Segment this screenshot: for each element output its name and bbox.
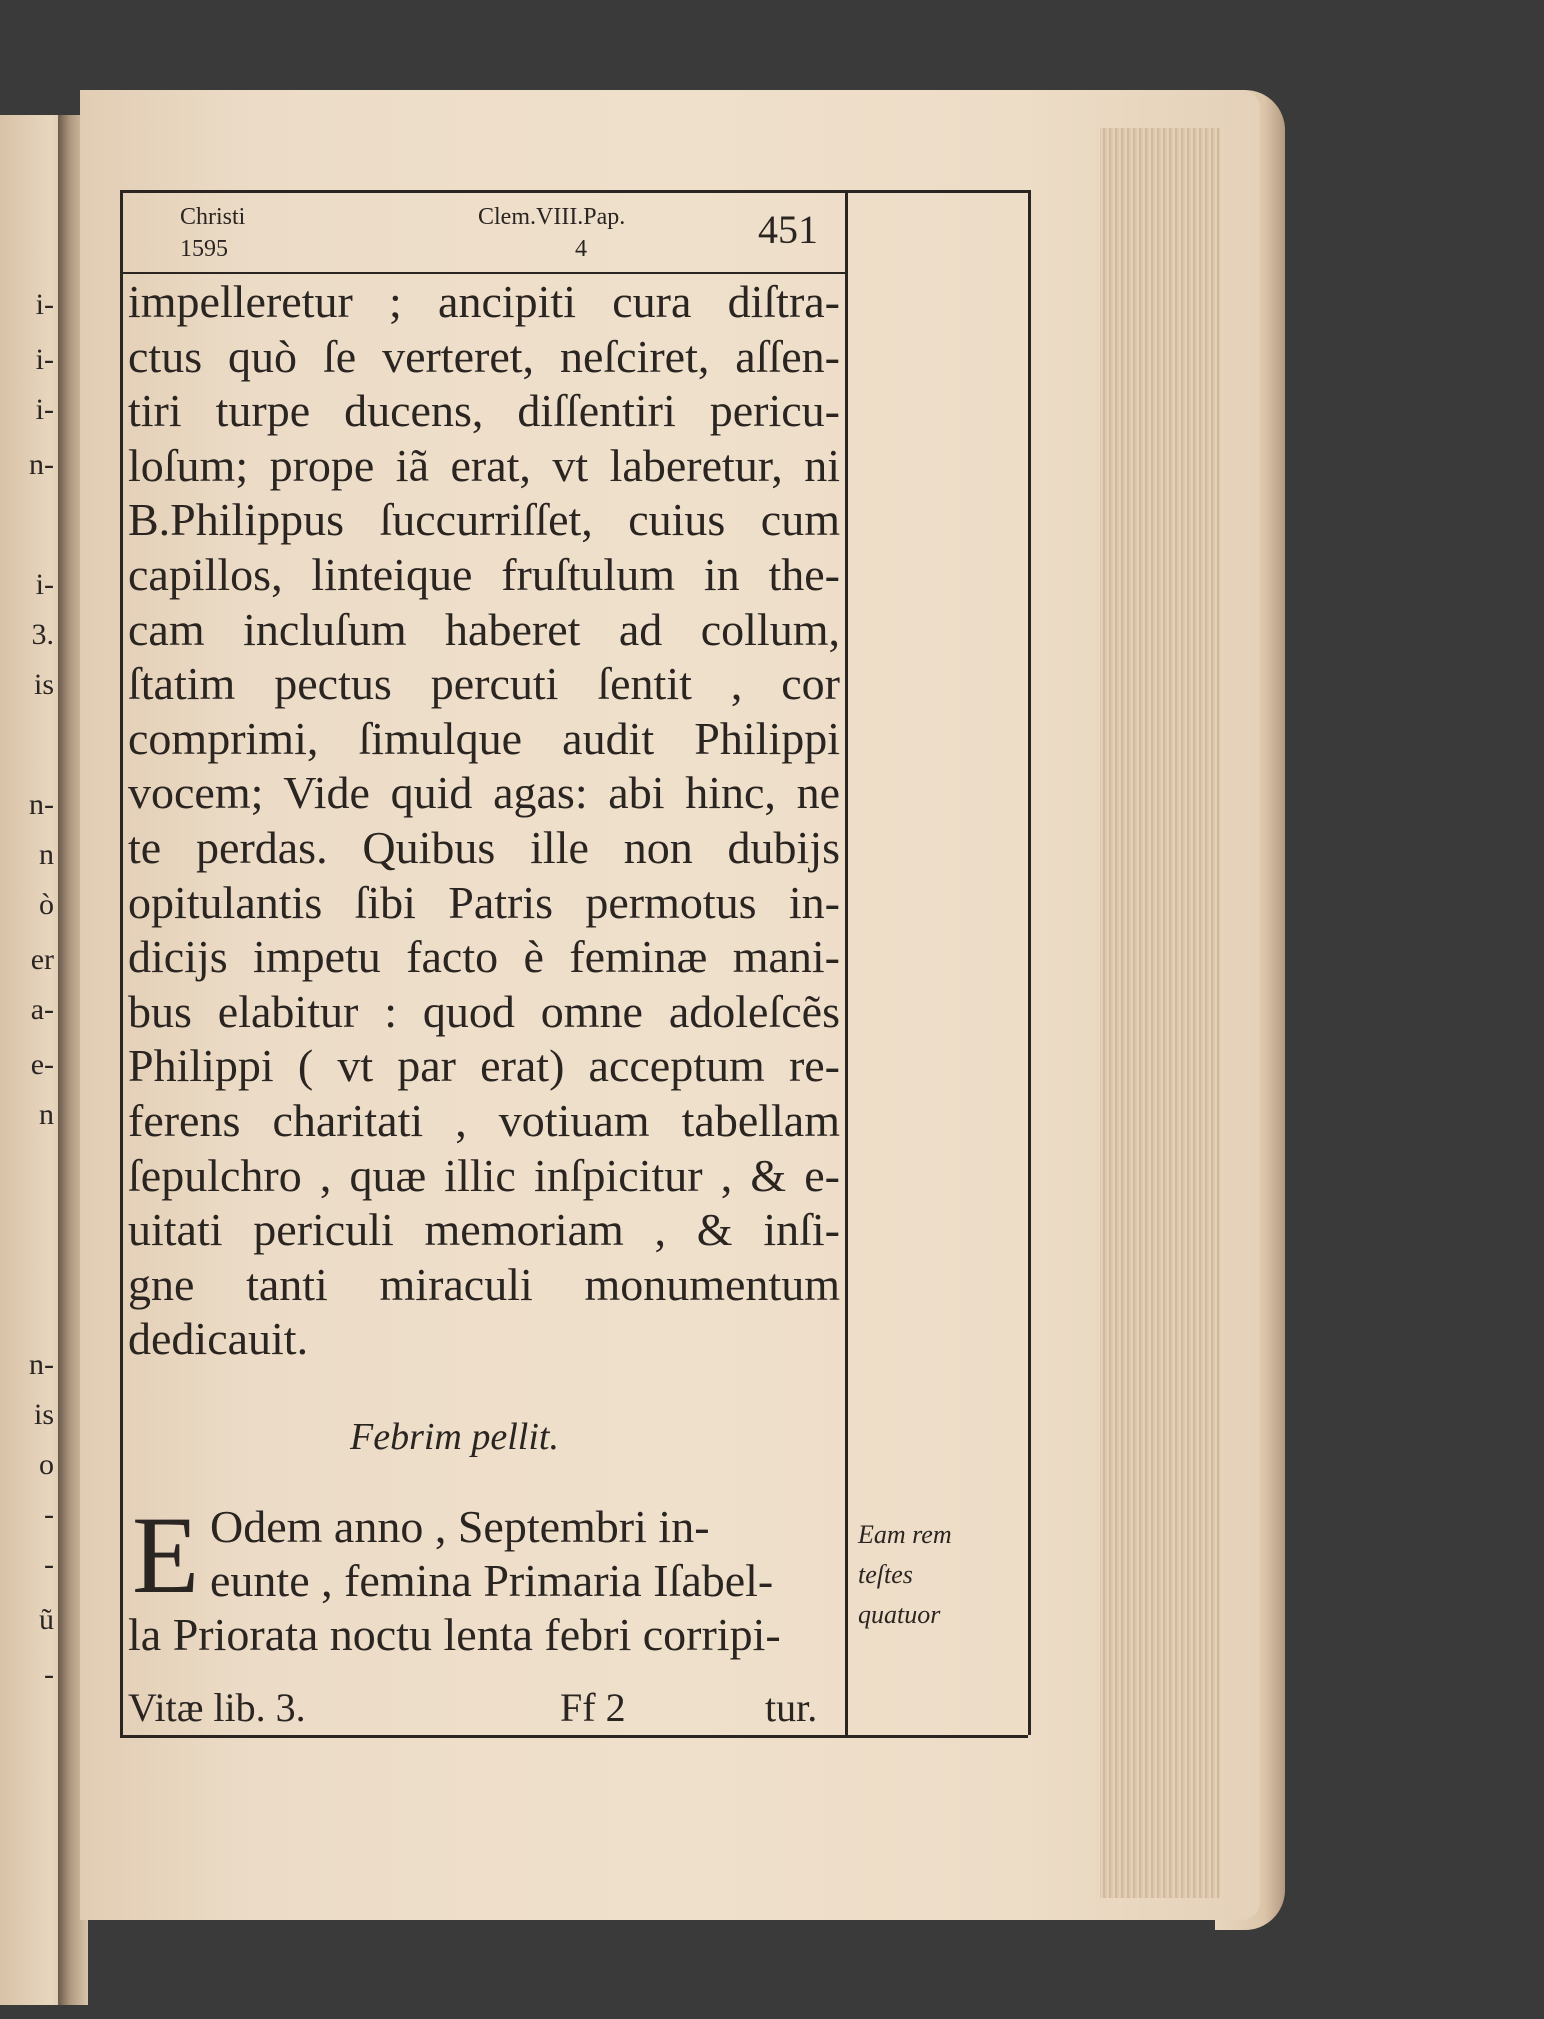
left-margin-fragment: o [39,1448,54,1481]
page-stack-edge [1100,128,1220,1898]
text-line: ſtatim pectus percuti ſentit , cor [128,658,840,710]
header-rule [120,272,845,274]
text-line: ctus quò ſe verteret, neſciret, aſſen- [128,330,840,382]
left-margin-fragment: i- [35,393,54,426]
text-line: uitati periculi memoriam , & inſi- [128,1204,840,1256]
left-margin-fragment: n [39,1098,54,1131]
left-margin-fragment: - [44,1548,54,1581]
page-number: 451 [758,207,818,252]
text-line: dicijs impetu facto è feminæ mani- [128,931,840,983]
left-margin-fragment: - [44,1498,54,1531]
margin-note-line: Eam rem [858,1520,952,1549]
left-margin-fragment: i- [35,288,54,321]
second-paragraph [128,1494,840,1662]
left-margin-fragment: a- [30,993,54,1026]
frame-top-rule [120,190,1028,193]
text-line: eunte , femina Primaria Iſabel- [210,1555,774,1606]
header-year-label: Christi [180,204,246,230]
main-paragraph [128,275,840,1367]
drop-cap: E [132,1494,200,1616]
header-pontificate-year: 4 [575,236,587,262]
text-line: tiri turpe ducens, diſſentiri pericu- [128,385,840,437]
text-line: Philippi ( vt par erat) acceptum re- [128,1040,840,1092]
left-margin-fragment: ũ [39,1603,54,1636]
text-line: B.Philippus ſuccurriſſet, cuius cum [128,494,840,546]
left-margin-fragment: 3. [31,618,54,651]
left-margin-fragment: n- [29,788,54,821]
text-line: ferens charitati , votiuam tabellam [128,1094,840,1146]
margin-note-line: quatuor [858,1600,941,1629]
footer-signature: Ff 2 [560,1685,626,1730]
frame-bottom-rule [120,1735,1028,1738]
text-line: dedicauit. [128,1313,309,1365]
margin-note-line: teſtes [858,1560,913,1589]
text-line: impelleretur ; ancipiti cura diſtra- [128,276,840,327]
left-margin-fragment: i- [35,343,54,376]
text-line: comprimi, ſimulque audit Philippi [128,712,840,764]
header-year: 1595 [180,236,228,262]
text-line: opitulantis ſibi Patris permotus in- [128,876,840,928]
left-margin-fragment: e- [30,1048,54,1081]
header-pontificate: Clem.VIII.Pap. [478,204,626,230]
text-line: loſum; prope iã erat, vt laberetur, ni [128,439,840,491]
left-margin-fragment: er [30,943,54,976]
left-margin-fragment: n- [29,448,54,481]
left-margin-fragment: ò [39,888,54,921]
left-margin-fragment: is [33,668,54,701]
footer-source: Vitæ lib. 3. [128,1685,306,1730]
left-margin-fragment: n- [29,1348,54,1381]
section-subheading: Febrim pellit. [350,1416,559,1458]
text-line: vocem; Vide quid agas: abi hinc, ne [128,767,840,819]
left-margin-fragment: n [39,838,54,871]
text-line: capillos, linteique fruſtulum in the- [128,548,840,600]
text-line: Odem anno , Septembri in- [210,1501,710,1552]
text-line: gne tanti miraculi monumentum [128,1258,840,1310]
left-margin-fragment: is [33,1398,54,1431]
footer-catchword: tur. [765,1685,818,1730]
left-margin-fragment: i- [35,568,54,601]
text-line: te perdas. Quibus ille non dubijs [128,821,840,873]
left-margin-fragment: - [44,1658,54,1691]
text-line: ſepulchro , quæ illic inſpicitur , & e- [128,1149,840,1201]
text-line: cam incluſum haberet ad collum, [128,603,840,655]
text-line: bus elabitur : quod omne adoleſcẽs [128,985,840,1037]
text-line: la Priorata noctu lenta febri corripi- [128,1609,781,1660]
margin-column-rule [845,190,848,1735]
